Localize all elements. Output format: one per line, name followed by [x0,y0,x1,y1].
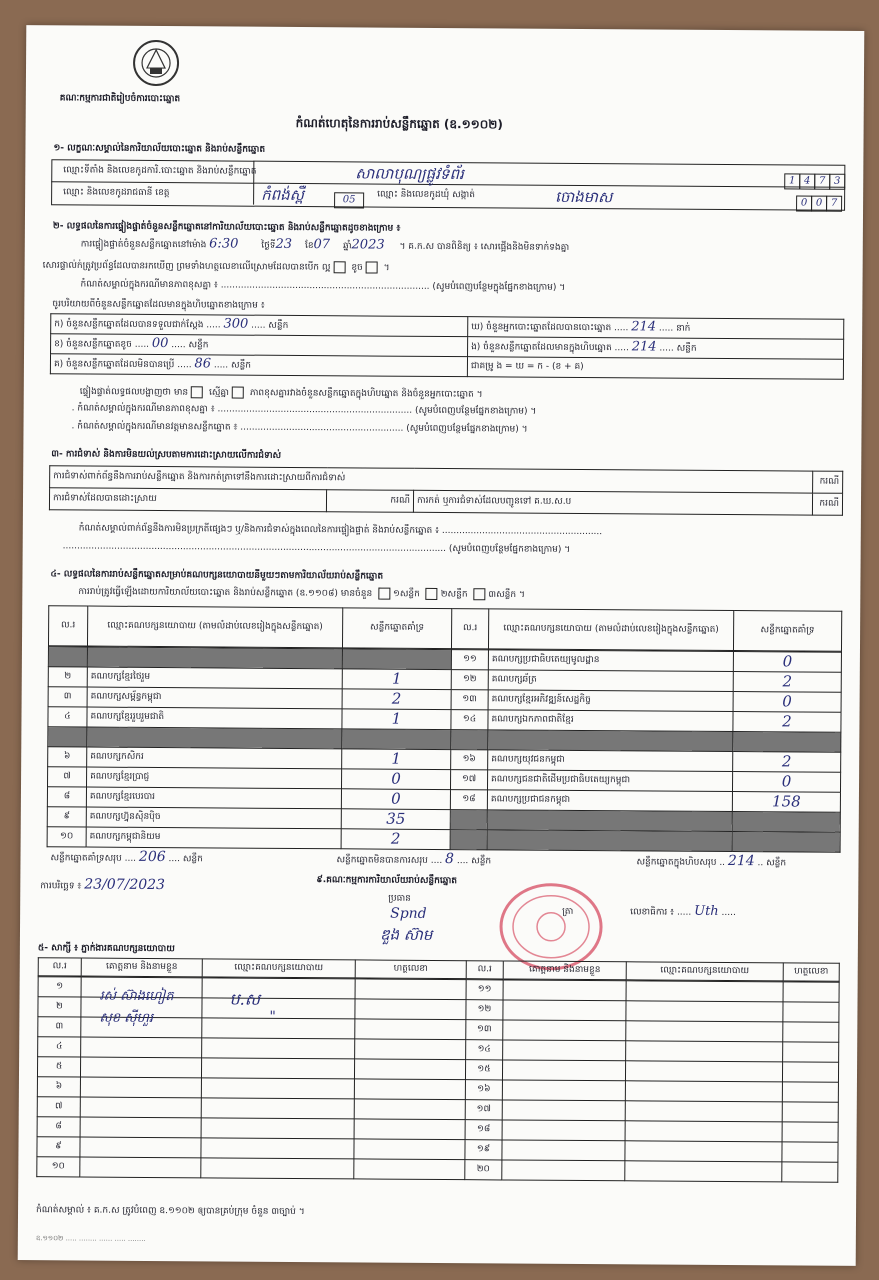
party-votes-cell: 2 [341,829,450,850]
totals-row: សន្លឹកឆ្នោតគាំទ្រសរុប .... 206 .... សន្លឹក សន្លឹកឆ្នោតមិនបានការសរុប .... 8 .... សន្លឹក សន្លឹកឆ្នោតក្នុងហិបសរុប .. 214 .. សន្លឹក [50,848,787,870]
witness-cell [626,1021,783,1042]
witness-cell [201,1098,354,1119]
witness-cell [202,998,355,1019]
witness-cell [354,1159,465,1180]
witness-cell [201,1058,354,1079]
party-no-cell [451,730,488,750]
party-no-cell: ១៤ [451,710,488,730]
section2-heading: ២- លទ្ធផលនៃការផ្ទៀងផ្ទាត់ចំនួនសន្លឹកឆ្នោតនៅការិយាល័យបោះឆ្នោត និងរាប់សន្លឹកឆ្នោតដូចខាងក្រោម ៖ [52,221,401,234]
party-votes-cell: 2 [733,752,841,773]
ballot-count-form [18,25,865,1266]
witness-cell [354,1099,465,1120]
party-name-cell: គណបក្សខ្មែរអភិវឌ្ឍន៍សេដ្ឋកិច្ច [488,690,733,712]
witness-cell [625,1101,782,1122]
province-code: 05 [335,187,364,208]
witness-cell [502,1080,625,1101]
witness-cell [202,978,355,999]
witness-no-cell: ៧ [37,1097,80,1117]
witness-cell [782,1162,838,1182]
footer-small: ឧ.១១០២ ..... ........ ...... ..... ........ [35,1234,146,1243]
section4-heading: ៤- លទ្ធផលនៃការរាប់សន្លឹកឆ្នោតសម្រាប់គណបក្សនយោបាយនីមួយៗតាមការិយាល័យរាប់សន្លឹកឆ្នោត [50,569,384,582]
party-name-cell: គណបក្សកសិករ [87,747,342,769]
form-title: កំណត់ហេតុនៃការរាប់សន្លឹកឆ្នោត (ឧ.១១០២) [295,115,503,132]
witness1-name: រស់ ស៊ាងហៀត [99,988,174,1005]
witness-cell [201,1158,354,1179]
party-votes-cell [342,729,451,750]
party-name-cell: គណបក្សខ្មែរបេរបារ [86,787,341,809]
ballot-summary-table: ក) ចំនួនសន្លឹកឆ្នោតដែលបានទទួលជាក់ស្តែង ..... 300 ..... សន្លឹក ឃ) ចំនួនអ្នកបោះឆ្នោតដែលបានបោះឆ្នោត ..... 214 ..... នាក់ ខ) ចំនួនសន្លឹកឆ្នោតខូច ..... 00 ..... សន្លឹក ង) ចំនួនសន្លឹកឆ្នោតដែលមានក្នុងហិបឆ្នោត ..... 214 ..... សន្លឹក គ) ចំនួនសន្លឹកឆ្នោតដែលមិនបានប្រើ ..... 86 ..... សន្លឹក ជាគម្រូ ង = ឃ = ក - (ខ + គ) [50,313,844,380]
bad-checkbox[interactable] [366,261,378,273]
witness-cell [782,1122,838,1142]
party-no-cell: ១៦ [451,750,488,770]
witness-cell [503,1000,626,1021]
party-rows [47,646,842,853]
party-name-cell: គណបក្សសម្ព័ន្ធកម្ពុជា [87,687,342,709]
party-name-cell [488,730,733,752]
party-name-cell: គណបក្សប្រជាជនកម្ពុជា [487,790,732,812]
party-votes-cell [732,832,840,853]
witness-no-cell: ៤ [38,1037,81,1057]
committee-name: គណៈកម្មការជាតិរៀបចំការបោះឆ្នោត [59,93,181,105]
party-name-cell: គណបក្សឯកភាពជាតិខ្មែរ [488,710,733,732]
objection-table: ការជំទាស់ពាក់ព័ន្ធនឹងការរាប់សន្លឹកឆ្នោត និងការកត់ត្រាទៅនឹងការដោះស្រាយពីការជំទាស់ ករណី ការជំទាស់ដែលបានដោះស្រាយ ករណី ការកត់ ឬការជំទាស់ដែលបញ្ជូនទៅ គ.ឃ.ស.ប ករណី [49,465,843,516]
stamp-label: ត្រា [562,906,574,917]
presence-note: . កំណត់សម្គាល់ក្នុងករណីមានវត្តមានសន្លឹកឆ្នោត ៖ ......................................................... (សូមបំពេញបន្ថែមផ្នែកខាងក្រោម) ។ [71,421,528,435]
location-value: សាលាបុណ្យផ្លូវទំព័រ [355,164,464,184]
province-value: កំពង់ស្ពឺ [261,185,305,205]
witness-no-cell: ១៧ [465,1100,502,1120]
party-name-cell: គណបក្សខ្មែរថៃរួម [87,667,342,689]
witness-cell [202,1038,355,1059]
party-votes-cell: 1 [342,709,451,730]
witness2-party: " [269,1008,276,1025]
party-name-cell [87,727,342,749]
witness-cell [354,1119,465,1140]
chair-label: ប្រធាន [388,893,411,904]
witness-cell [626,1001,783,1022]
party-no-cell: ៣ [48,687,87,707]
witness-cell [80,1077,201,1098]
party-votes-cell [342,649,451,670]
witness-cell [783,982,839,1002]
date-line: ការបរិច្ឆេទ ៖ 23/07/2023 [40,876,166,894]
witness-cell [502,1060,625,1081]
party-name-cell [87,647,342,669]
party-name-cell [487,830,732,852]
party-no-cell: ១២ [451,670,488,690]
witness-no-cell: ២ [38,997,81,1017]
witness-cell [502,1140,625,1161]
witness-cell [783,1042,839,1062]
party-name-cell [487,810,732,832]
witness-cell [782,1102,838,1122]
party-no-cell [450,810,487,830]
witness-cell [355,999,466,1020]
difference-note-line: កំណត់សម្គាល់ក្នុងករណីមានភាពខុសគ្នា ៖ ......................................................................... (សូមបំពេញបន្ថែមក្នុងផ្នែកខាងក្រោម) ។ [80,279,566,293]
party-votes-cell: 0 [732,772,840,793]
witness-cell [202,1018,355,1039]
stamp-icon [496,880,607,973]
witness-cell [503,980,626,1001]
witness-no-cell: ១៣ [466,1020,503,1040]
party-no-cell [48,727,87,747]
party-no-cell: ២ [48,667,87,687]
party-no-cell: ១១ [451,650,488,670]
commune-value: ចោងមាស [555,187,613,207]
chair-name: ឌួង ស៊ាម [379,925,433,944]
party-no-cell: ៩ [47,807,86,827]
witness-cell [625,1061,782,1082]
irregularity-note-2: ...................................................................................................................................... (សូមបំពេញបន្ថែមផ្នែកខាងក្រោម) ។ [62,541,571,555]
witness-cell [80,1117,201,1138]
witness-cell [626,981,783,1002]
party-name-cell: គណបក្សខ្មែរប្រាជ្ញ [87,767,342,789]
party-no-cell: ៧ [48,767,87,787]
party-votes-cell: 1 [342,749,451,770]
witness-no-cell: ១៩ [465,1140,502,1160]
verification-result-line: ផ្ទៀងផ្ទាត់លទ្ធផលបង្ហាញថា មាន ស្មើគ្នា ភាពខុសគ្នារវាងចំនួនសន្លឹកឆ្នោតក្នុងហិបឆ្នោត និងចំនួនអ្នកបោះឆ្នោត ។ [79,386,483,400]
witness-no-cell: ២០ [465,1160,502,1180]
witness-cell [782,1082,838,1102]
witness-cell [502,1100,625,1121]
witness-cell [354,1079,465,1100]
party-name-cell: គណបក្សកម្ពុជានិយម [86,827,341,849]
party-votes-cell: 2 [733,712,841,733]
section1-heading: ១- លក្ខណៈសម្គាល់នៃការិយាល័យបោះឆ្នោត និងរាប់សន្លឹកឆ្នោត [53,143,266,155]
chair-signature: Spnd [390,905,427,922]
party-votes-cell: 0 [341,769,450,790]
witness-cell [80,1137,201,1158]
party-votes-cell: 2 [733,672,841,693]
witness-cell [625,1121,782,1142]
party-no-cell: ៤ [48,707,87,727]
party-votes-cell: 0 [733,652,841,673]
witness-cell [201,1138,354,1159]
witness-no-cell: ១៤ [466,1040,503,1060]
two-sheet-checkbox[interactable] [426,588,438,600]
party-no-cell: ៦ [48,747,87,767]
count-committee: ៩.គណៈកម្មការការិយាល័យរាប់សន្លឹកឆ្នោត [316,875,458,887]
witness-cell [354,1139,465,1160]
party-votes-cell: 35 [341,809,450,830]
witness-no-cell: ៥ [37,1057,80,1077]
footer-note: កំណត់សម្គាល់ ៖ គ.ក.ស ត្រូវបំពេញ ឧ.១១០២ ឲ្យបានគ្រប់ក្រុម ចំនួន ៣ច្បាប់ ។ [36,1205,305,1218]
witness-no-cell: ១១ [466,980,503,1000]
witness-cell [81,1037,202,1058]
location-label: ឈ្មោះទីតាំង និងលេខកូដការិ.បោះឆ្នោត និងរាប់សន្លឹកឆ្នោត [63,165,257,177]
witness-cell [354,1059,465,1080]
witness1-party: ប.ស [229,989,261,1009]
sheet-count-line: ការរាប់ត្រូវធ្វើឡើងដោយការិយាល័យបោះឆ្នោត និងរាប់សន្លឹកឆ្នោត (ឧ.១១០៨) មានចំនួន ១សន្លឹក ២សន្លឹក ៣សន្លឹក ។ [78,586,525,601]
party-name-cell: គណបក្សជនជាតិដើមប្រជាធិបតេយ្យកម្ពុជា [487,770,732,792]
witness-cell [782,1142,838,1162]
witness-cell [625,1081,782,1102]
witness-table: ល.រ គោត្តនាម និងនាមខ្លួន ឈ្មោះគណបក្សនយោបាយ ហត្ថលេខា ល.រ គោត្តនាម និងនាមខ្លួន ឈ្មោះគណបក្សនយោបាយ ហត្ថលេខា [38,957,840,982]
witness-no-cell: ១៦ [465,1080,502,1100]
witness-row [37,1157,838,1183]
party-name-cell: គណបក្សប្រជាធិបតេយ្យមូលដ្ឋាន [488,650,733,672]
party-votes-cell: 0 [341,789,450,810]
witness-no-cell: ១៨ [465,1120,502,1140]
witness-no-cell: ១ [38,977,81,997]
witness-cell [201,1078,354,1099]
commune-label: ឈ្មោះ និងលេខកូដឃុំ សង្កាត់ [377,189,475,201]
witness-no-cell: ៣ [38,1017,81,1037]
party-no-cell: ៨ [47,787,86,807]
party-name-cell: គណបក្សខ្មែររួបរួមជាតិ [87,707,342,729]
witness-cell [355,979,466,1000]
party-votes-cell: 2 [342,689,451,710]
verify-time-line: ការផ្ទៀងផ្ទាត់ចំនួនសន្លឹកឆ្នោតនៅម៉ោង 6:30 ថ្ងៃទី23 ខែ07 ឆ្នាំ2023 ។ គ.ក.ស បានពិនិត្យ ៖ សោរផ្អើងនិងមិនទាក់ទងគ្នា [80,236,570,253]
witness-cell [626,1041,783,1062]
witness-cell [625,1141,782,1162]
witness-cell [783,1022,839,1042]
witness2-name: សុខ ស៊ីហួរ [99,1010,154,1026]
witness-no-cell: ៩ [37,1137,80,1157]
party-no-cell [48,647,87,667]
party-no-cell: ១៣ [451,690,488,710]
witness-cell [625,1161,782,1182]
witness-cell [782,1062,838,1082]
witness-cell [502,1120,625,1141]
witness-cell [503,1020,626,1041]
party-votes-cell: 1 [342,669,451,690]
witness-cell [80,1057,201,1078]
province-label: ឈ្មោះ និងលេខកូដរាជធានី ខេត្ត [63,187,170,199]
one-sheet-checkbox[interactable] [378,588,390,600]
secretary-line: លេខាធិការ ៖ ..... Uth ..... [630,903,736,919]
seal-check-line: សោរផ្ទាល់ក់ត្រូវប្រព័ន្ធដែលបានរកឃើញ ព្រមទាំងហត្ថលេខាលើស្រោមដែលបានបើក ល្អ ខូច ។ [42,260,390,274]
party-votes-cell [733,732,841,753]
three-sheet-checkbox[interactable] [473,588,485,600]
section3-heading: ៣- ការជំទាស់ និងការមិនយល់ស្របតាមការដោះស្រាយលើការជំទាស់ [51,449,282,461]
party-name-cell: គណបក្សឆ័ត្រ [488,670,733,692]
witness-no-cell: ១២ [466,1000,503,1020]
witness-cell [80,1157,201,1178]
witness-cell [503,1040,626,1061]
witness-cell [355,1039,466,1060]
witness-no-cell: ៨ [37,1117,80,1137]
party-name-cell: គណបក្សហ្វ៊ុនស៊ិនប៉ិច [86,807,341,829]
witness-cell [783,1002,839,1022]
party-results-table: ល.រ ឈ្មោះគណបក្សនយោបាយ (តាមលំដាប់លេខរៀងក្នុងសន្លឹកឆ្នោត) សន្លឹកឆ្នោតគាំទ្រ ល.រ ឈ្មោះគណបក្សនយោបាយ (តាមលំដាប់លេខរៀងក្នុងសន្លឹកឆ្នោត) សន្លឹកឆ្នោតគាំទ្រ [48,605,842,652]
difference-note-2: . កំណត់សម្គាល់ក្នុងករណីមានភាពខុសគ្នា ៖ .................................................................... (សូមបំពេញបន្ថែមផ្នែកខាងក្រោម) ។ [71,403,537,417]
party-no-cell: ១០ [47,827,86,847]
witness-no-cell: ១០ [37,1157,80,1177]
party-no-cell [450,830,487,850]
party-no-cell: ១៨ [450,790,487,810]
commune-code: 0 0 7 [797,190,842,211]
party-votes-cell [732,812,840,833]
irregularity-note: កំណត់សម្គាល់ពាក់ព័ន្ធនឹងការមិនប្រក្រតីផ្សេងៗ ឬ/និងការជំទាស់ក្នុងពេលនៃការផ្ទៀងផ្ទាត់ និងរាប់សន្លឹកឆ្នោត ៖ ........................................................ [78,523,603,538]
witness-cell [80,1097,201,1118]
emblem-icon [129,38,183,88]
witness-cell [201,1118,354,1139]
witness-rows [36,976,839,1183]
witness-cell [502,1160,625,1181]
witness-no-cell: ៦ [37,1077,80,1097]
location-code: 1 4 7 3 [785,168,845,189]
party-name-cell: គណបក្សយុវជនកម្ពុជា [488,750,733,772]
section5-heading: ៥- សាក្សី ៖ ភ្នាក់ងារគណបក្សនយោបាយ [37,943,175,955]
good-checkbox[interactable] [333,261,345,273]
witness-cell [355,1019,466,1040]
witness-no-cell: ១៥ [465,1060,502,1080]
party-votes-cell: 158 [732,792,840,813]
party-votes-cell: 0 [733,692,841,713]
ballot-count-intro: ចូរបរិយាយពីចំនួនសន្លឹកឆ្នោតដែលមានក្នុងហិបឆ្នោតខាងក្រោម ៖ [52,299,265,311]
equal-checkbox-a[interactable] [191,386,203,398]
equal-checkbox-b[interactable] [232,387,244,399]
party-no-cell: ១៧ [450,770,487,790]
